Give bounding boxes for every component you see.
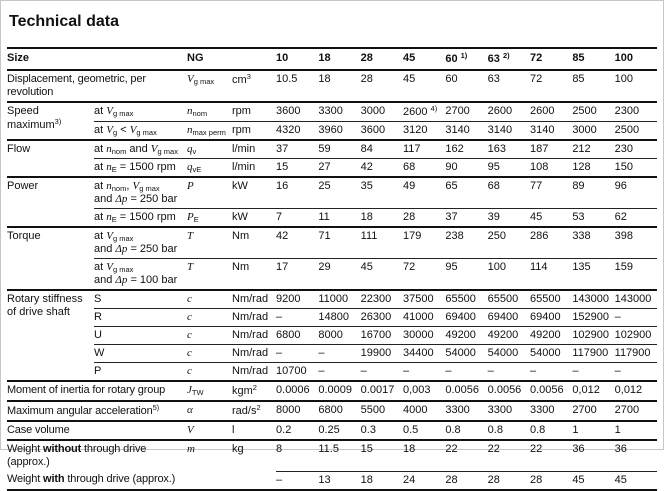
value-cell: 45	[572, 471, 614, 490]
row-condition-label: W	[94, 345, 187, 363]
value-cell: 37	[276, 140, 318, 159]
value-cell: 0.8	[530, 421, 572, 440]
value-cell: 1	[572, 421, 614, 440]
value-cell: 9200	[276, 290, 318, 309]
size-column-header: 28	[361, 48, 403, 70]
unit-cell: l	[232, 421, 276, 440]
table-row	[7, 70, 657, 102]
value-cell: 0.0006	[276, 381, 318, 401]
symbol-cell: $P_E$	[187, 209, 232, 228]
value-cell: –	[530, 363, 572, 382]
size-column-header: 85	[572, 48, 614, 70]
symbol-cell: $V_{g max}$	[187, 70, 232, 102]
value-cell: 179	[403, 227, 445, 259]
value-cell: 3300	[445, 401, 487, 421]
unit-cell: Nm/rad	[232, 290, 276, 309]
value-cell: 0.2	[276, 421, 318, 440]
value-cell: 150	[615, 159, 657, 178]
symbol-cell: $n_{nom}$	[187, 102, 232, 122]
value-cell: 2500	[572, 102, 614, 122]
value-cell: 24	[403, 471, 445, 490]
value-cell: 22	[488, 440, 530, 471]
unit-cell: Nm	[232, 259, 276, 291]
table-row	[7, 102, 657, 122]
value-cell: 49200	[488, 327, 530, 345]
value-cell: 3960	[318, 122, 360, 141]
value-cell: 42	[361, 159, 403, 178]
table-row	[7, 327, 657, 345]
value-cell: 28	[488, 471, 530, 490]
value-cell: 54000	[488, 345, 530, 363]
value-cell: 8	[276, 440, 318, 471]
value-cell: 22	[445, 440, 487, 471]
unit-cell: kg	[232, 440, 276, 471]
table-row	[7, 227, 657, 259]
value-cell: 0.8	[445, 421, 487, 440]
table-header-row	[7, 48, 657, 70]
value-cell: 7	[276, 209, 318, 228]
table-row	[7, 401, 657, 421]
value-cell: 53	[572, 209, 614, 228]
value-cell: 286	[530, 227, 572, 259]
value-cell: 41000	[403, 309, 445, 327]
value-cell: 36	[572, 440, 614, 471]
value-cell: 0.5	[403, 421, 445, 440]
value-cell: 102900	[615, 327, 657, 345]
row-condition-label: at $n_E = 1500$ rpm	[94, 159, 187, 178]
size-column-header: 18	[318, 48, 360, 70]
row-group-label: Power	[7, 177, 94, 227]
value-cell: 3600	[361, 122, 403, 141]
value-cell: 42	[276, 227, 318, 259]
value-cell: 187	[530, 140, 572, 159]
value-cell: 96	[615, 177, 657, 209]
size-column-header: 63 $^{2)}$	[488, 48, 530, 70]
symbol-cell: c	[187, 290, 232, 309]
symbol-cell: $q_{vE}$	[187, 159, 232, 178]
symbol-cell: α	[187, 401, 232, 421]
row-condition-label: at $n_E = 1500$ rpm	[94, 209, 187, 228]
value-cell: 2700	[445, 102, 487, 122]
value-cell: 18	[361, 209, 403, 228]
value-cell: 19900	[361, 345, 403, 363]
value-cell: 71	[318, 227, 360, 259]
value-cell: 16	[276, 177, 318, 209]
value-cell: 117	[403, 140, 445, 159]
value-cell: 398	[615, 227, 657, 259]
symbol-cell: c	[187, 363, 232, 382]
size-column-header: 10	[276, 48, 318, 70]
value-cell: 60	[445, 70, 487, 102]
value-cell: 117900	[615, 345, 657, 363]
value-cell: –	[488, 363, 530, 382]
value-cell: 62	[615, 209, 657, 228]
value-cell: 29	[318, 259, 360, 291]
row-condition-label: P	[94, 363, 187, 382]
value-cell: 30000	[403, 327, 445, 345]
symbol-cell: m	[187, 440, 232, 471]
size-column-header: 45	[403, 48, 445, 70]
value-cell: 8000	[318, 327, 360, 345]
symbol-cell: c	[187, 327, 232, 345]
value-cell: 100	[488, 259, 530, 291]
value-cell: 0.25	[318, 421, 360, 440]
value-cell: 108	[530, 159, 572, 178]
unit-cell: Nm/rad	[232, 345, 276, 363]
value-cell: –	[615, 363, 657, 382]
row-condition-label: U	[94, 327, 187, 345]
value-cell: 3140	[530, 122, 572, 141]
value-cell: 143000	[572, 290, 614, 309]
value-cell: 2700	[615, 401, 657, 421]
row-condition-label: at $V_{g max}$ and Δp = 250 bar	[94, 227, 187, 259]
value-cell: 68	[488, 177, 530, 209]
value-cell: 0.0017	[361, 381, 403, 401]
value-cell: 11000	[318, 290, 360, 309]
value-cell: –	[615, 309, 657, 327]
value-cell: 65500	[445, 290, 487, 309]
value-cell: 37	[445, 209, 487, 228]
value-cell: –	[403, 363, 445, 382]
value-cell: 85	[572, 70, 614, 102]
value-cell: –	[318, 363, 360, 382]
table-row	[7, 290, 657, 309]
value-cell: 2700	[572, 401, 614, 421]
value-cell: 90	[445, 159, 487, 178]
value-cell: –	[276, 309, 318, 327]
unit-cell: Nm/rad	[232, 309, 276, 327]
value-cell: 65500	[530, 290, 572, 309]
value-cell: 3300	[318, 102, 360, 122]
value-cell: 3600	[276, 102, 318, 122]
value-cell: 10700	[276, 363, 318, 382]
size-column-header: 100	[615, 48, 657, 70]
value-cell: 0.8	[488, 421, 530, 440]
value-cell: 49200	[445, 327, 487, 345]
value-cell: 11.5	[318, 440, 360, 471]
value-cell: 111	[361, 227, 403, 259]
row-condition-label: at $n_{nom}$ and $V_{g max}$	[94, 140, 187, 159]
unit-cell: kW	[232, 177, 276, 209]
value-cell: 5500	[361, 401, 403, 421]
value-cell: 3140	[445, 122, 487, 141]
table-row	[7, 140, 657, 159]
unit-cell: Nm/rad	[232, 327, 276, 345]
value-cell: –	[572, 363, 614, 382]
value-cell: 102900	[572, 327, 614, 345]
value-cell: 250	[488, 227, 530, 259]
value-cell: 22	[530, 440, 572, 471]
value-cell: 1	[615, 421, 657, 440]
table-row	[7, 309, 657, 327]
value-cell: 162	[445, 140, 487, 159]
symbol-cell: V	[187, 421, 232, 440]
row-label: Weight with through drive (approx.)	[7, 471, 187, 490]
value-cell: 39	[488, 209, 530, 228]
value-cell: 163	[488, 140, 530, 159]
row-label: Displacement, geometric, per revolution	[7, 70, 187, 102]
row-label: Maximum angular acceleration$^{5)}$	[7, 401, 187, 421]
value-cell: 3140	[488, 122, 530, 141]
value-cell: 3120	[403, 122, 445, 141]
row-group-label: Speed maximum$^{3)}$	[7, 102, 94, 140]
unit-column-spacer	[232, 48, 276, 70]
value-cell: 65500	[488, 290, 530, 309]
value-cell: 72	[530, 70, 572, 102]
unit-cell: kgm$^2$	[232, 381, 276, 401]
value-cell: 0,003	[403, 381, 445, 401]
unit-cell: kW	[232, 209, 276, 228]
value-cell: –	[361, 363, 403, 382]
value-cell: 72	[403, 259, 445, 291]
technical-data-table	[7, 47, 657, 491]
row-condition-label: at $V_{g max}$	[94, 102, 187, 122]
unit-cell: rad/$s^2$	[232, 401, 276, 421]
value-cell: 34400	[403, 345, 445, 363]
value-cell: –	[276, 471, 318, 490]
value-cell: 13	[318, 471, 360, 490]
symbol-cell: $n_{max perm}$	[187, 122, 232, 141]
value-cell: 3000	[361, 102, 403, 122]
value-cell: 0,012	[572, 381, 614, 401]
value-cell: 26300	[361, 309, 403, 327]
value-cell: 69400	[488, 309, 530, 327]
value-cell: 35	[361, 177, 403, 209]
row-label: Case volume	[7, 421, 187, 440]
value-cell: 100	[615, 70, 657, 102]
value-cell: 84	[361, 140, 403, 159]
value-cell: 212	[572, 140, 614, 159]
symbol-cell: $q_v$	[187, 140, 232, 159]
value-cell: 114	[530, 259, 572, 291]
value-cell: 8000	[276, 401, 318, 421]
value-cell: 18	[361, 471, 403, 490]
row-label: Moment of inertia for rotary group	[7, 381, 187, 401]
table-row	[7, 259, 657, 291]
value-cell: 6800	[276, 327, 318, 345]
row-condition-label: at $n_{nom}$, $V_{g max}$ and Δp = 250 bar	[94, 177, 187, 209]
symbol-cell: c	[187, 345, 232, 363]
table-row	[7, 421, 657, 440]
table-row	[7, 122, 657, 141]
value-cell: 69400	[445, 309, 487, 327]
value-cell: 59	[318, 140, 360, 159]
page-title: Technical data	[9, 13, 119, 30]
value-cell: 63	[488, 70, 530, 102]
value-cell: 14800	[318, 309, 360, 327]
unit-cell: rpm	[232, 102, 276, 122]
value-cell: 68	[403, 159, 445, 178]
value-cell: 2600	[530, 102, 572, 122]
value-cell: 22300	[361, 290, 403, 309]
value-cell: 54000	[530, 345, 572, 363]
unit-cell	[232, 471, 276, 490]
value-cell: 95	[488, 159, 530, 178]
unit-cell: l/min	[232, 159, 276, 178]
table-row	[7, 209, 657, 228]
value-cell: 49	[403, 177, 445, 209]
value-cell: 49200	[530, 327, 572, 345]
row-condition-label: at $V_g < V_{g max}$	[94, 122, 187, 141]
row-condition-label: R	[94, 309, 187, 327]
value-cell: 18	[318, 70, 360, 102]
value-cell: 135	[572, 259, 614, 291]
value-cell: 159	[615, 259, 657, 291]
value-cell: 28	[403, 209, 445, 228]
value-cell: 16700	[361, 327, 403, 345]
size-column-header: 72	[530, 48, 572, 70]
row-group-label: Torque	[7, 227, 94, 290]
row-group-label: Flow	[7, 140, 94, 177]
value-cell: 10.5	[276, 70, 318, 102]
value-cell: –	[276, 345, 318, 363]
value-cell: 230	[615, 140, 657, 159]
value-cell: 27	[318, 159, 360, 178]
value-cell: 65	[445, 177, 487, 209]
value-cell: 338	[572, 227, 614, 259]
table-row	[7, 440, 657, 471]
size-column-header: 60 $^{1)}$	[445, 48, 487, 70]
value-cell: 45	[530, 209, 572, 228]
ng-column-label: NG	[187, 48, 232, 70]
unit-cell: l/min	[232, 140, 276, 159]
value-cell: 238	[445, 227, 487, 259]
value-cell: –	[445, 363, 487, 382]
value-cell: 37500	[403, 290, 445, 309]
table-row	[7, 177, 657, 209]
value-cell: 45	[615, 471, 657, 490]
table-row	[7, 471, 657, 490]
table-row	[7, 363, 657, 382]
value-cell: 18	[403, 440, 445, 471]
value-cell: 95	[445, 259, 487, 291]
value-cell: 2300	[615, 102, 657, 122]
value-cell: 4000	[403, 401, 445, 421]
value-cell: 28	[361, 70, 403, 102]
symbol-cell: P	[187, 177, 232, 209]
unit-cell: Nm	[232, 227, 276, 259]
table-row	[7, 345, 657, 363]
value-cell: 2600	[488, 102, 530, 122]
value-cell: 54000	[445, 345, 487, 363]
value-cell: 2600 $^{4)}$	[403, 102, 445, 122]
table-row	[7, 381, 657, 401]
value-cell: 0,012	[615, 381, 657, 401]
value-cell: 0.0056	[445, 381, 487, 401]
value-cell: 6800	[318, 401, 360, 421]
value-cell: 11	[318, 209, 360, 228]
value-cell: –	[318, 345, 360, 363]
row-condition-label: at $V_{g max}$ and Δp = 100 bar	[94, 259, 187, 291]
value-cell: 89	[572, 177, 614, 209]
value-cell: 36	[615, 440, 657, 471]
row-condition-label: S	[94, 290, 187, 309]
symbol-cell: T	[187, 259, 232, 291]
symbol-cell: $J_{TW}$	[187, 381, 232, 401]
value-cell: 2500	[615, 122, 657, 141]
value-cell: 69400	[530, 309, 572, 327]
value-cell: 143000	[615, 290, 657, 309]
value-cell: 15	[361, 440, 403, 471]
row-group-label: Rotary stiffness of drive shaft	[7, 290, 94, 381]
value-cell: 128	[572, 159, 614, 178]
value-cell: 0.0009	[318, 381, 360, 401]
value-cell: 45	[361, 259, 403, 291]
value-cell: 28	[445, 471, 487, 490]
value-cell: 45	[403, 70, 445, 102]
value-cell: 3300	[488, 401, 530, 421]
value-cell: 0.3	[361, 421, 403, 440]
value-cell: 25	[318, 177, 360, 209]
row-label: Weight without through drive (approx.)	[7, 440, 187, 471]
value-cell: 117900	[572, 345, 614, 363]
size-column-label: Size	[7, 48, 187, 70]
symbol-cell: c	[187, 309, 232, 327]
value-cell: 15	[276, 159, 318, 178]
table-row	[7, 159, 657, 178]
value-cell: 0.0056	[488, 381, 530, 401]
value-cell: 4320	[276, 122, 318, 141]
value-cell: 3300	[530, 401, 572, 421]
symbol-cell	[187, 471, 232, 490]
unit-cell: $cm^3$	[232, 70, 276, 102]
value-cell: 17	[276, 259, 318, 291]
value-cell: 3000	[572, 122, 614, 141]
value-cell: 0.0056	[530, 381, 572, 401]
value-cell: 77	[530, 177, 572, 209]
value-cell: 28	[530, 471, 572, 490]
unit-cell: rpm	[232, 122, 276, 141]
symbol-cell: T	[187, 227, 232, 259]
value-cell: 152900	[572, 309, 614, 327]
unit-cell: Nm/rad	[232, 363, 276, 382]
